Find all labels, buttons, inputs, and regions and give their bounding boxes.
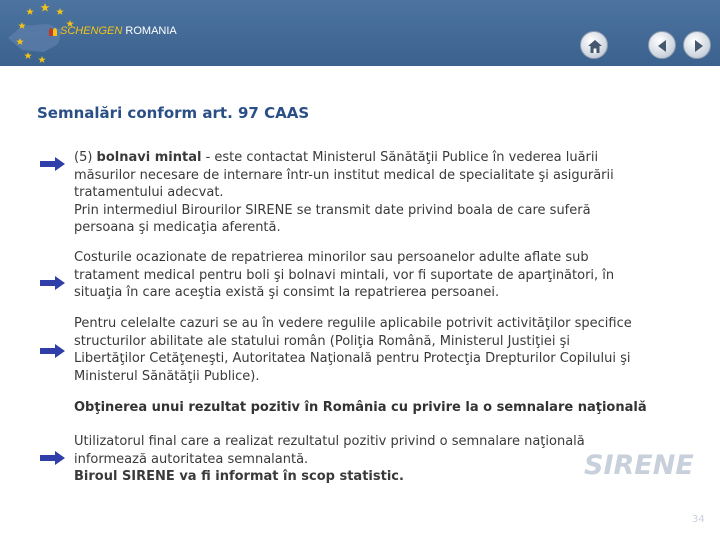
header-bar	[0, 0, 720, 66]
logo-brand: SCHENGEN	[60, 25, 123, 37]
home-button[interactable]	[580, 31, 608, 59]
text-line: măsurilor necesare de internare într-un institut medical de specialitate şi asigurării	[74, 167, 614, 183]
triangle-right-icon	[684, 32, 712, 60]
arrow-right-icon	[40, 276, 66, 290]
logo-country: ROMANIA	[125, 25, 177, 37]
schengen-logo	[0, 0, 180, 66]
paragraph-mentally-ill	[74, 149, 684, 237]
logo-text	[60, 25, 177, 37]
text-line: tratament medical pentru boli şi bolnavi mintali, vor fi suportate de aparţinători, în	[74, 267, 615, 283]
text-line: Pentru celelalte cazuri se au în vedere regulile aplicabile potrivit activităţilor specifice	[74, 316, 632, 331]
text-line: informează autoritatea semnalantă.	[74, 451, 309, 467]
text-line: Prin intermediul Birourilor SIRENE se transmit date privind boala de care suferă	[74, 202, 591, 218]
text-line: (5) bolnavi mintal - este contactat Ministerul Sănătăţii Publice în vederea luării	[74, 150, 599, 165]
arrow-right-icon	[40, 451, 66, 465]
next-slide-button[interactable]	[683, 31, 711, 59]
text-line: Biroul SIRENE va fi informat în scop statistic.	[74, 469, 404, 484]
paragraph-other-cases	[74, 315, 684, 385]
paragraph-repatriation-costs	[74, 249, 684, 302]
text-line: Ministerul Sănătăţii Publice).	[74, 368, 260, 384]
text-line: tratamentului adecvat.	[74, 185, 224, 200]
page-number: 34	[692, 514, 705, 525]
triangle-left-icon	[649, 32, 677, 60]
text-line: situaţia în care aceştia există şi consimt la repatrierea persoanei.	[74, 285, 500, 300]
sirene-watermark: SIRENE	[584, 450, 694, 481]
text-line: persoana şi medicaţia aferentă.	[74, 220, 281, 235]
text-line: Costurile ocazionate de repatrierea minorilor sau persoanelor adulte aflate sub	[74, 250, 589, 265]
previous-slide-button[interactable]	[648, 31, 676, 59]
arrow-right-icon	[40, 157, 66, 171]
subheading: Obţinerea unui rezultat pozitiv în România cu privire la o semnalare naţională	[74, 400, 647, 415]
slide-title: Semnalări conform art. 97 CAAS	[37, 104, 310, 122]
text-line: Libertăţilor Cetăţeneşti, Autoritatea Naţională pentru Protecţia Drepturilor Copilului şi	[74, 351, 631, 366]
text-line: structurilor abilitate ale statului român (Poliţia Română, Ministerul Justiţiei şi	[74, 333, 570, 349]
text-line: Utilizatorul final care a realizat rezultatul pozitiv privind o semnalare naţională	[74, 434, 585, 449]
arrow-right-icon	[40, 344, 66, 358]
home-icon	[581, 32, 609, 60]
